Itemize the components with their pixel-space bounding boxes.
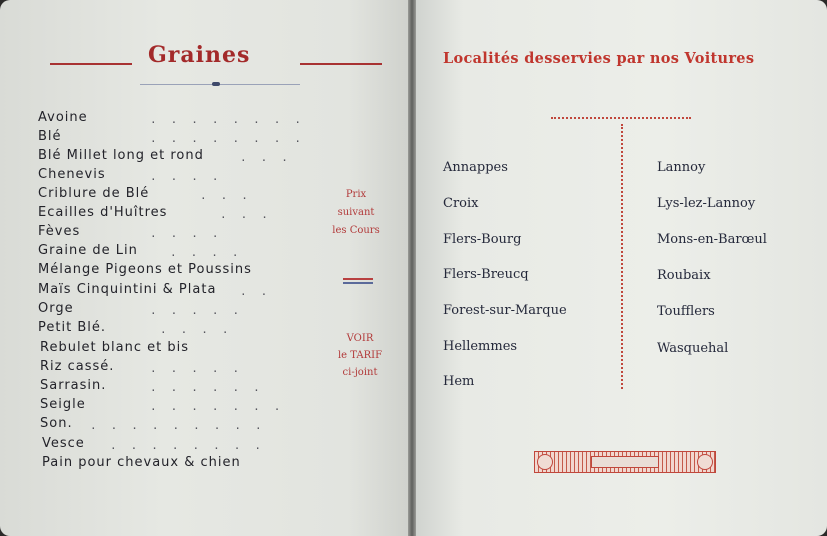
leader-dots: ........ (110, 439, 275, 452)
list-item: Graine de Lin (38, 243, 138, 258)
ornament-dot (212, 82, 220, 86)
leader-dots: ... (220, 208, 282, 221)
list-item: Orge (38, 301, 74, 316)
list-item: Son. (40, 416, 73, 431)
leader-dots: ..... (150, 304, 254, 317)
leader-dots: ... (200, 189, 262, 202)
price-note-line: les Cours (332, 225, 380, 236)
leader-dots: ....... (150, 400, 295, 413)
locality-item: Flers-Breucq (443, 267, 529, 282)
tariff-note-line: ci-joint (342, 367, 378, 378)
locality-item: Lys-lez-Lannoy (657, 196, 756, 211)
leader-dots: .... (170, 246, 253, 259)
list-item: Blé (38, 129, 62, 144)
locality-item: Hem (443, 374, 475, 389)
leader-dots: ...... (150, 381, 274, 394)
locality-item: Mons-en-Barœul (657, 232, 767, 247)
dotted-rule-horizontal (551, 117, 691, 119)
list-item: Sarrasin. (40, 378, 107, 393)
locality-item: Croix (443, 196, 479, 211)
list-item: Blé Millet long et rond (38, 148, 204, 163)
title-rule-right (300, 63, 382, 65)
price-note-line: suivant (337, 207, 375, 218)
list-item: Vesce (42, 436, 85, 451)
tariff-note-line: VOIR (346, 333, 374, 344)
list-item: Avoine (38, 110, 88, 125)
list-item: Pain pour chevaux & chien (42, 455, 241, 470)
price-note-line: Prix (345, 189, 367, 200)
locality-item: Flers-Bourg (443, 232, 522, 247)
leader-dots: ........ (150, 113, 315, 126)
list-item: Rebulet blanc et bis (40, 340, 189, 355)
page-title: Graines (148, 42, 251, 68)
locality-item: Roubaix (657, 268, 711, 283)
localities-title: Localités desservies par nos Voitures (443, 50, 755, 67)
decorative-banner (534, 451, 716, 473)
list-item: Mélange Pigeons et Poussins (38, 262, 252, 277)
list-item: Petit Blé. (38, 320, 106, 335)
list-item: Seigle (40, 397, 86, 412)
list-item: Fèves (38, 224, 81, 239)
locality-item: Wasquehal (657, 341, 729, 356)
list-item: Ecailles d'Huîtres (38, 205, 168, 220)
dotted-rule-vertical (621, 124, 623, 389)
leader-dots: ... (240, 151, 302, 164)
price-note (316, 189, 396, 236)
locality-item: Forest-sur-Marque (443, 303, 567, 318)
banner-end-ornament (537, 454, 553, 470)
list-item: Chenevis (38, 167, 106, 182)
tariff-note (320, 333, 400, 378)
list-item: Maïs Cinquintini & Plata (38, 282, 217, 297)
list-item: Criblure de Blé (38, 186, 150, 201)
locality-item: Annappes (443, 160, 508, 175)
leader-dots: .. (240, 285, 282, 298)
leader-dots: ......... (90, 419, 276, 432)
list-item: Riz cassé. (40, 359, 115, 374)
tariff-note-line: le TARIF (337, 350, 383, 361)
separator-dash (343, 278, 373, 280)
leader-dots: .... (160, 323, 243, 336)
locality-item: Toufflers (657, 304, 715, 319)
page-gutter (408, 0, 416, 536)
title-ornament (140, 84, 300, 85)
locality-item: Hellemmes (443, 339, 518, 354)
banner-center-panel (591, 456, 659, 468)
locality-item: Lannoy (657, 160, 706, 175)
leader-dots: ........ (150, 132, 315, 145)
leader-dots: .... (150, 227, 233, 240)
leader-dots: ..... (150, 362, 254, 375)
title-rule-left (50, 63, 132, 65)
banner-end-ornament (697, 454, 713, 470)
leader-dots: .... (150, 170, 233, 183)
separator-dash (343, 282, 373, 284)
